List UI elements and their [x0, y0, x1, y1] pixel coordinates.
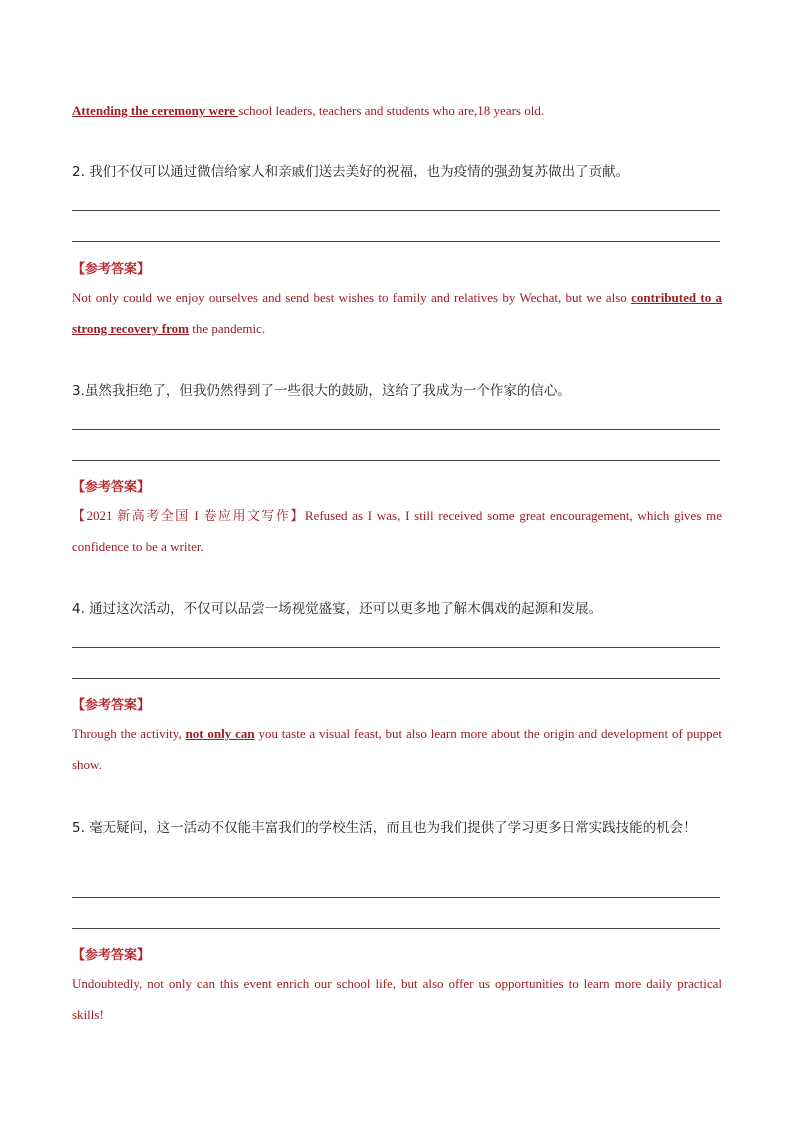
question-5-prompt: 5. 毫无疑问，这一活动不仅能丰富我们的学校生活，而且也为我们提供了学习更多日常实践技能的机会！	[72, 820, 697, 836]
answer-label: 【参考答案】	[72, 480, 151, 495]
top-answer	[72, 95, 722, 126]
question-3-prompt: 3.虽然我拒绝了，但我仍然得到了一些很大的鼓励，这给了我成为一个作家的信心。	[72, 383, 571, 399]
top-answer-bold: Attending the ceremony were	[72, 103, 239, 118]
answer-label: 【参考答案】	[72, 948, 151, 963]
answer-line[interactable]	[72, 647, 720, 648]
answer-line[interactable]	[72, 897, 720, 898]
answer-line[interactable]	[72, 210, 720, 211]
question-3-answer: 【2021 新高考全国 I 卷应用文写作】Refused as I was, I still received some great encouragement, which gives me confidence to be a writer.	[72, 508, 722, 554]
top-answer-rest: school leaders, teachers and students who are,18 years old.	[238, 103, 545, 118]
question-2-answer: Not only could we enjoy ourselves and send best wishes to family and relatives by Wechat, but we also contributed to a strong recovery from the pandemic.	[72, 290, 722, 336]
answer-line[interactable]	[72, 928, 720, 929]
answer-line[interactable]	[72, 460, 720, 461]
answer-label: 【参考答案】	[72, 698, 151, 713]
question-5-answer: Undoubtedly, not only can this event enrich our school life, but also offer us opportunities to learn more daily practical skills!	[72, 976, 722, 1022]
question-4-prompt: 4. 通过这次活动，不仅可以品尝一场视觉盛宴，还可以更多地了解木偶戏的起源和发展。	[72, 601, 603, 617]
answer-line[interactable]	[72, 241, 720, 242]
answer-line[interactable]	[72, 429, 720, 430]
question-2-prompt: 2. 我们不仅可以通过微信给家人和亲戚们送去美好的祝福，也为疫情的强劲复苏做出了贡献。	[72, 164, 630, 180]
answer-label: 【参考答案】	[72, 262, 151, 277]
question-4-answer: Through the activity, not only can you taste a visual feast, but also learn more about the origin and development of puppet show.	[72, 726, 723, 772]
answer-line[interactable]	[72, 678, 720, 679]
